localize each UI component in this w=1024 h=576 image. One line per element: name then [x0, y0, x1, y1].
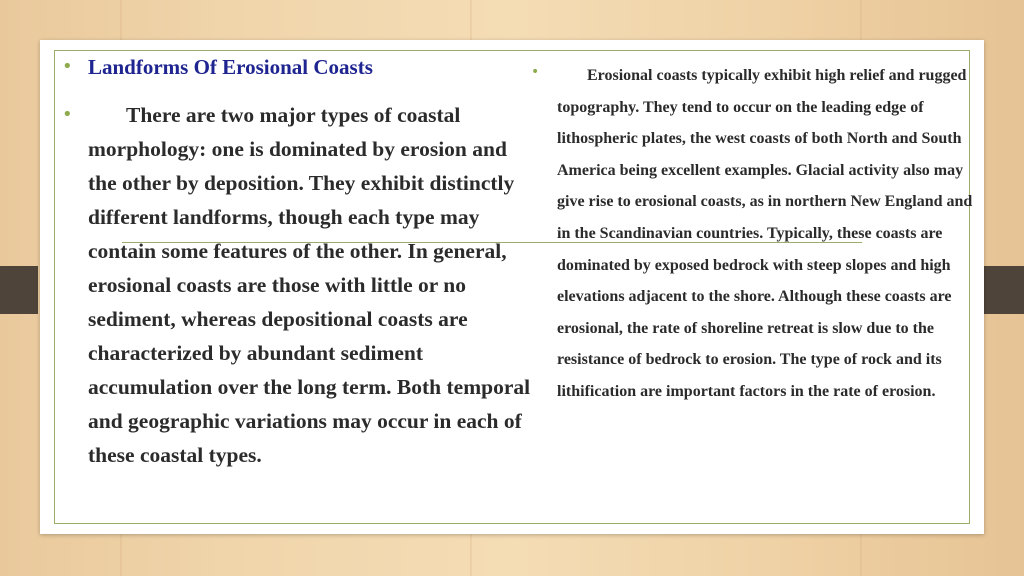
left-paragraph-text: There are two major types of coastal morphology: one is dominated by erosion and the other by deposition. They exhibit distinctly different landforms, though each type may contain some features of the other. In general, erosional coasts are those with little or no sediment, whereas depositional coasts are characterized by abundant sediment accumulation over the long term. Both temporal and geographic variations may occur in each of these coastal types.: [88, 103, 531, 467]
slide-heading: Landforms Of Erosional Coasts: [88, 55, 373, 79]
left-side-tab: [0, 266, 38, 314]
bullet-icon: •: [62, 104, 73, 125]
bullet-icon: •: [531, 64, 540, 80]
left-paragraph: [88, 98, 536, 472]
right-paragraph: [557, 60, 977, 408]
bullet-icon: •: [62, 56, 73, 77]
right-paragraph-text: Erosional coasts typically exhibit high relief and rugged topography. They tend to occur on the leading edge of lithospheric plates, the west coasts of both North and South America being excellent examples. Glacial activity also may give rise to erosional coasts, as in northern New England and in the Scandinavian countries. Typically, these coasts are dominated by exposed bedrock with steep slopes and high elevations adjacent to the shore. Although these coasts are erosional, the rate of shoreline retreat is slow due to the resistance of bedrock to erosion. The type of rock and its lithification are important factors in the rate of erosion.: [557, 67, 973, 400]
